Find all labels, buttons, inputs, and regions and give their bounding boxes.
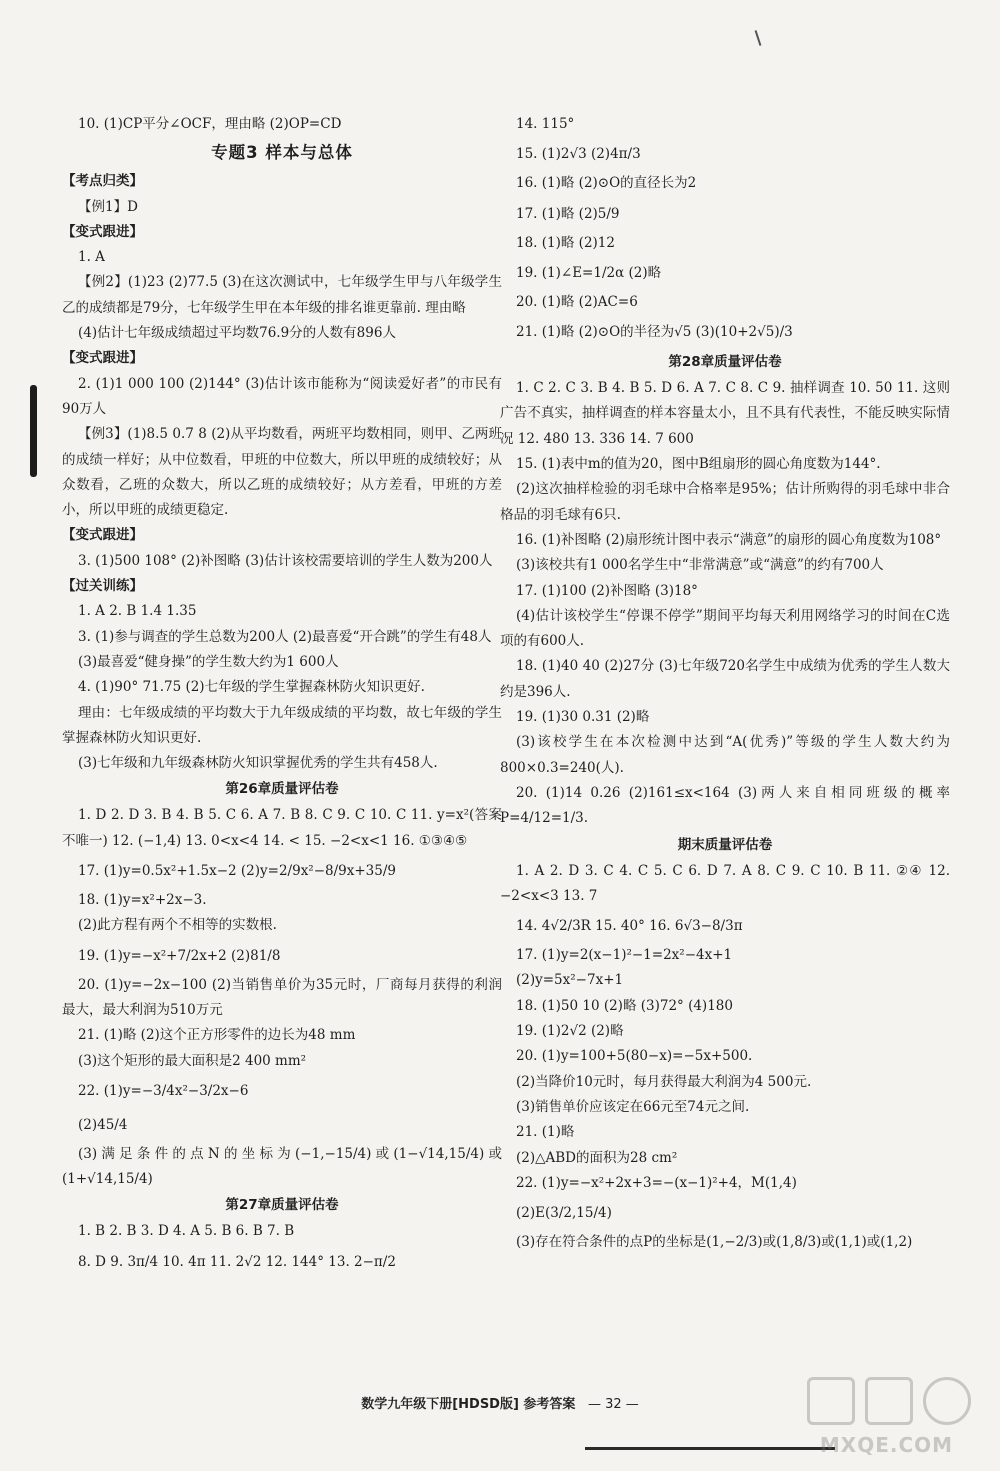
section-heading: 第27章质量评估卷 (225, 1197, 339, 1214)
answer-line: 16. (1)略 (2)⊙O的直径长为2 (516, 175, 697, 192)
answer-line: (3)这个矩形的最大面积是2 400 mm² (78, 1052, 307, 1069)
answer-line: 21. (1)略 (2)⊙O的半径为√5 (3)(10+2√5)/3 (516, 324, 793, 341)
category-tag: 【变式跟进】 (62, 223, 143, 240)
category-tag: 【变式跟进】 (62, 527, 143, 544)
watermark-url: MXQE.COM (819, 1433, 954, 1457)
answer-paragraph: 3. (1)500 108° (2)补图略 (3)估计该校需要培训的学生人数为200人 (78, 552, 493, 569)
answer-line: 17. (1)100 (2)补图略 (3)18° (516, 582, 698, 599)
left-answer-column (62, 112, 502, 1279)
answer-line: 22. (1)y=−3/4x²−3/2x−6 (78, 1082, 249, 1099)
answer-line: 1. A 2. B 1.4 1.35 (78, 603, 197, 620)
section-heading: 期末质量评估卷 (677, 836, 773, 853)
answer-line: (2)45/4 (78, 1116, 128, 1133)
answer-paragraph: 理由：七年级成绩的平均数大于九年级成绩的平均数，故七年级的学生掌握森林防火知识更好. (62, 704, 502, 746)
answer-line: (2)E(3/2,15/4) (516, 1205, 612, 1222)
answer-paragraph: 1. A 2. D 3. C 4. C 5. C 6. D 7. A 8. C 9. C 10. B 11. ②④ 12. −2<x<3 13. 7 (500, 862, 950, 904)
section-heading: 第28章质量评估卷 (668, 354, 782, 371)
answer-line: 20. (1)y=100+5(80−x)=−5x+500. (516, 1048, 753, 1065)
answer-paragraph: (4)估计该校学生“停课不停学”期间平均每天利用网络学习的时间在C选项的有600人. (500, 607, 950, 650)
right-answer-column (500, 112, 950, 1255)
answer-paragraph: 2. (1)1 000 100 (2)144° (3)估计该市能称为“阅读爱好者”的市民有90万人 (62, 375, 502, 417)
answer-line: (2)△ABD的面积为28 cm² (516, 1149, 678, 1166)
answer-line: 8. D 9. 3π/4 10. 4π 11. 2√2 12. 144° 13. 2−π/2 (78, 1253, 396, 1270)
section-heading: 第26章质量评估卷 (225, 781, 339, 798)
answer-paragraph: (3)该校共有1 000名学生中“非常满意”或“满意”的约有700人 (516, 557, 884, 574)
watermark-logo (799, 1377, 974, 1457)
answer-line: 20. (1)略 (2)AC=6 (516, 293, 638, 310)
answer-paragraph: 16. (1)补图略 (2)扇形统计图中表示“满意”的扇形的圆心角度数为108° (516, 531, 942, 548)
answer-paragraph: (3)最喜爱“健身操”的学生数大约为1 600人 (78, 653, 339, 670)
page-number: — 32 — (587, 1397, 639, 1412)
answer-paragraph: 1. D 2. D 3. B 4. B 5. C 6. A 7. B 8. C 9. C 10. C 11. y=x²(答案不唯一) 12. (−1,4) 13. 0<x<4 14. < 15. −2<x<1 16. ①③④⑤ (62, 807, 502, 849)
answer-line: 【例1】D (78, 198, 138, 215)
scan-tick-mark (755, 30, 762, 46)
answer-line: 19. (1)∠E=1/2α (2)略 (516, 264, 662, 281)
answer-paragraph: (3)该校学生在本次检测中达到“A(优秀)”等级的学生人数大约为800×0.3=240(人). (500, 734, 950, 776)
answer-paragraph: 18. (1)40 40 (2)27分 (3)七年级720名学生中成绩为优秀的学生人数大约是396人. (500, 658, 950, 700)
answer-paragraph: 20. (1)14 0.26 (2)161≤x<164 (3)两人来自相同班级的概率P=4/12=1/3. (500, 784, 950, 827)
answer-line: 19. (1)30 0.31 (2)略 (516, 709, 650, 726)
answer-line: (2)当降价10元时，每月获得最大利润为4 500元. (516, 1073, 812, 1090)
answer-line: 22. (1)y=−x²+2x+3=−(x−1)²+4，M(1,4) (516, 1174, 797, 1191)
topic-heading: 专题3 样本与总体 (211, 143, 353, 163)
answer-line: 21. (1)略 (516, 1124, 575, 1141)
footer-rule (585, 1447, 835, 1450)
answer-line: 19. (1)y=−x²+7/2x+2 (2)81/8 (78, 947, 281, 964)
answer-line: 15. (1)2√3 (2)4π/3 (516, 146, 641, 163)
answer-paragraph: (2)这次抽样检验的羽毛球中合格率是95%；估计所购得的羽毛球中非合格品的羽毛球有6只. (500, 481, 950, 523)
answer-line: (3)销售单价应该定在66元至74元之间. (516, 1098, 750, 1115)
answer-line: 14. 115° (516, 116, 575, 132)
answer-paragraph: (3)满足条件的点N的坐标为(−1,−15/4)或(1−√14,15/4)或(1+√14,15/4) (62, 1145, 502, 1188)
answer-line: 17. (1)y=2(x−1)²−1=2x²−4x+1 (516, 947, 733, 964)
answer-paragraph: 【例2】(1)23 (2)77.5 (3)在这次测试中，七年级学生甲与八年级学生乙的成绩都是79分，七年级学生甲在本年级的排名谁更靠前. 理由略 (62, 274, 502, 316)
category-tag: 【变式跟进】 (62, 350, 143, 367)
answer-line: (2)此方程有两个不相等的实数根. (78, 917, 277, 934)
category-tag: 【过关训练】 (62, 578, 143, 595)
answer-line: 21. (1)略 (2)这个正方形零件的边长为48 mm (78, 1027, 356, 1044)
answer-line: 17. (1)y=0.5x²+1.5x−2 (2)y=2/9x²−8/9x+35/9 (78, 863, 396, 880)
footer-title: 数学九年级下册[HDSD版] 参考答案 (361, 1397, 576, 1412)
answer-line: 18. (1)50 10 (2)略 (3)72° (4)180 (516, 997, 733, 1014)
answer-paragraph: 4. (1)90° 71.75 (2)七年级的学生掌握森林防火知识更好. (78, 679, 425, 696)
answer-line: 14. 4√2/3R 15. 40° 16. 6√3−8/3π (516, 918, 743, 935)
scan-binding-mark (30, 385, 37, 477)
answer-paragraph: 20. (1)y=−2x−100 (2)当销售单价为35元时，厂商每月获得的利润最大，最大利润为510万元 (62, 976, 502, 1018)
answer-line: 18. (1)略 (2)12 (516, 234, 615, 251)
answer-line: 10. (1)CP平分∠OCF，理由略 (2)OP=CD (78, 116, 342, 132)
category-tag: 【考点归类】 (62, 173, 143, 190)
answer-paragraph: (3)七年级和九年级森林防火知识掌握优秀的学生共有458人. (78, 755, 438, 772)
answer-line: 17. (1)略 (2)5/9 (516, 205, 620, 222)
answer-paragraph: 3. (1)参与调查的学生总数为200人 (2)最喜爱“开合跳”的学生有48人 (78, 628, 492, 645)
answer-paragraph: (4)估计七年级成绩超过平均数76.9分的人数有896人 (78, 325, 396, 342)
answer-line: 19. (1)2√2 (2)略 (516, 1023, 624, 1040)
answer-paragraph: 15. (1)表中m的值为20，图中B组扇形的圆心角度数为144°. (516, 456, 881, 473)
answer-line: 18. (1)y=x²+2x−3. (78, 892, 207, 909)
answer-line: (2)y=5x²−7x+1 (516, 972, 624, 989)
answer-paragraph: (3)存在符合条件的点P的坐标是(1,−2/3)或(1,8/3)或(1,1)或(1,2) (516, 1234, 913, 1251)
answer-line: 1. A (78, 249, 105, 266)
answer-paragraph: 【例3】(1)8.5 0.7 8 (2)从平均数看，两班平均数相同，则甲、乙两班的成绩一样好；从中位数看，甲班的中位数大，所以甲班的成绩较好；从众数看，乙班的众数大，所以乙班的成绩较好；从方差看，甲班的方差小，所以甲班的成绩更稳定. (62, 426, 502, 519)
answer-paragraph: 1. C 2. C 3. B 4. B 5. D 6. A 7. C 8. C 9. 抽样调查 10. 50 11. 这则广告不真实，抽样调查的样本容量太小，且不具有代表性，不能反映实际情况 12. 480 13. 336 14. 7 600 (500, 380, 950, 447)
answer-line: 1. B 2. B 3. D 4. A 5. B 6. B 7. B (78, 1223, 295, 1240)
